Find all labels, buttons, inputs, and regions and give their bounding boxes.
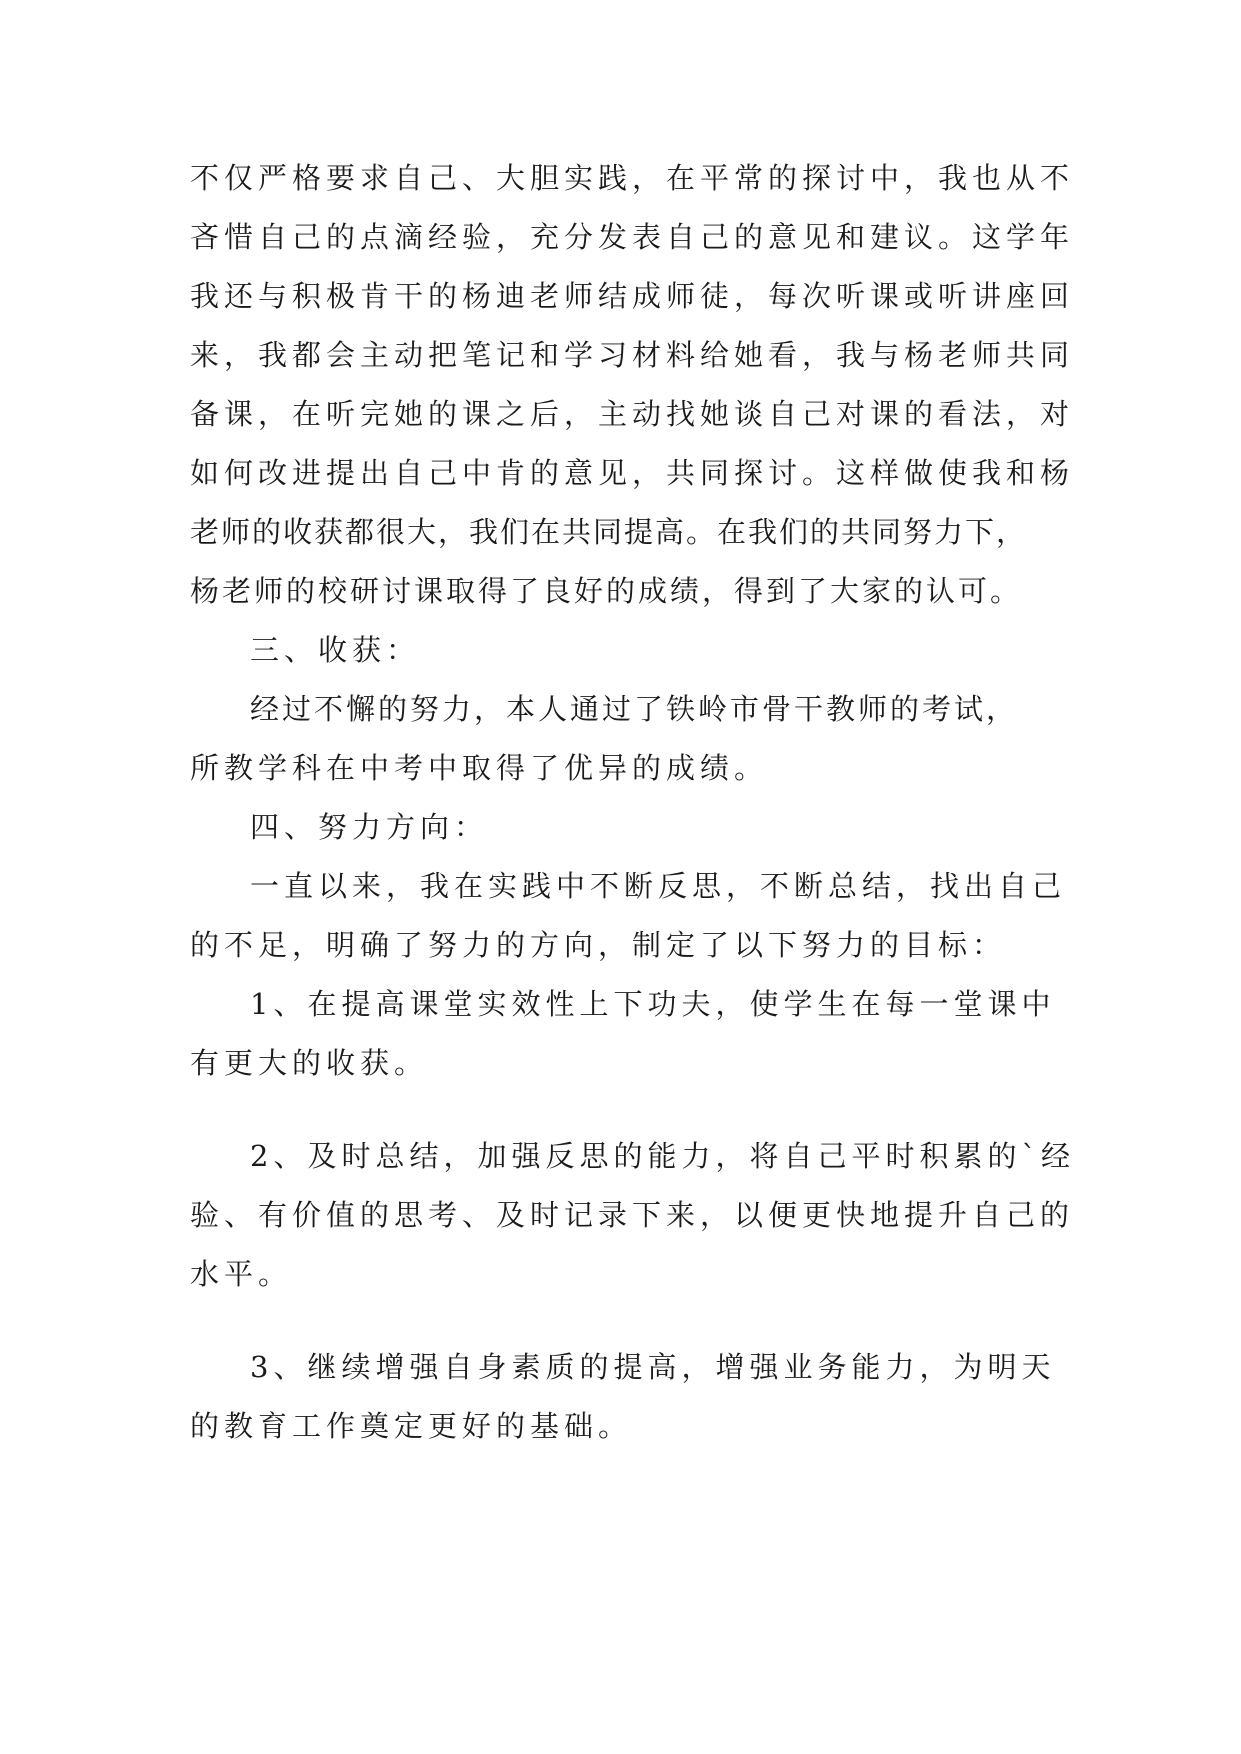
paragraph-line: 如何改进提出自己中肯的意见，共同探讨。这样做使我和杨	[190, 456, 1075, 490]
section-heading-direction: 四、努力方向：	[250, 810, 489, 844]
paragraph-line: 所教学科在中考中取得了优异的成绩。	[190, 751, 769, 785]
paragraph-line: 有更大的收获。	[190, 1046, 429, 1080]
body-text	[190, 161, 1075, 1469]
paragraph-line: 杨老师的校研讨课取得了良好的成绩，得到了大家的认可。	[190, 574, 1023, 608]
goal-item-2: 2、及时总结，加强反思的能力，将自己平时积累的`经	[250, 1139, 1075, 1173]
paragraph-line: 老师的收获都很大，我们在共同提高。在我们的共同努力下，	[190, 515, 1028, 549]
paragraph-line: 经过不懈的努力，本人通过了铁岭市骨干教师的考试，	[250, 692, 1019, 726]
goal-item-1: 1、在提高课堂实效性上下功夫，使学生在每一堂课中	[250, 987, 1056, 1021]
paragraph-line: 我还与积极肯干的杨迪老师结成师徒，每次听课或听讲座回	[190, 279, 1075, 313]
paragraph-line: 的不足，明确了努力的方向，制定了以下努力的目标：	[190, 928, 1007, 962]
paragraph-line: 来，我都会主动把笔记和学习材料给她看，我与杨老师共同	[190, 338, 1075, 372]
goal-item-3: 3、继续增强自身素质的提高，增强业务能力，为明天	[250, 1350, 1056, 1384]
paragraph-line: 水平。	[190, 1257, 293, 1291]
paragraph-line: 一直以来，我在实践中不断反思，不断总结，找出自己	[250, 869, 1067, 903]
paragraph-line: 备课，在听完她的课之后，主动找她谈自己对课的看法，对	[190, 397, 1075, 431]
paragraph-line: 不仅严格要求自己、大胆实践，在平常的探讨中，我也从不	[190, 161, 1075, 195]
section-heading-harvest: 三、收获：	[250, 633, 421, 667]
paragraph-line: 吝惜自己的点滴经验，充分发表自己的意见和建议。这学年	[190, 220, 1075, 254]
paragraph-line: 的教育工作奠定更好的基础。	[190, 1409, 633, 1443]
paragraph-line: 验、有价值的思考、及时记录下来，以便更快地提升自己的	[190, 1198, 1075, 1232]
